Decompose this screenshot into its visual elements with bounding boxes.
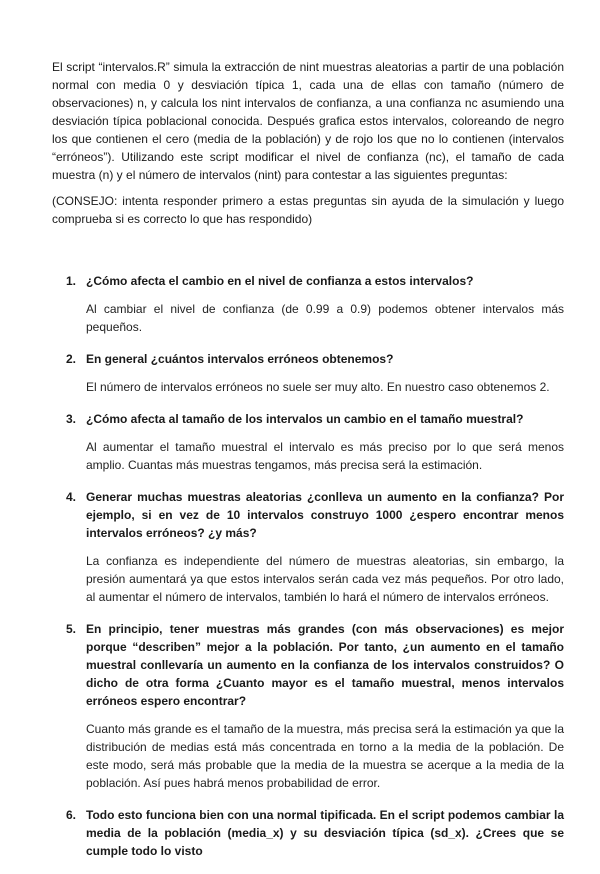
answer-text: Cuanto más grande es el tamaño de la muestra, más precisa será la estimación ya que la distribución de medias está más concentrada en torno a la media de la población. De este modo, será más probable que la media de la muestra se acerque a la media de la población. Así pues habrá menos probabilidad de error.	[86, 722, 564, 790]
question-list	[52, 272, 564, 860]
question-text: ¿Cómo afecta al tamaño de los intervalos un cambio en el tamaño muestral?	[86, 412, 524, 426]
document-page	[52, 58, 564, 874]
answer-text: Al cambiar el nivel de confianza (de 0.99 a 0.9) podemos obtener intervalos más pequeños.	[86, 302, 564, 334]
answer-text: Al aumentar el tamaño muestral el intervalo es más preciso por lo que será menos amplio. Cuantas más muestras tengamos, más precisa será la estimación.	[86, 440, 564, 472]
intro-paragraph: El script “intervalos.R” simula la extracción de nint muestras aleatorias a partir de una población normal con media 0 y desviación típica 1, cada una de ellas con tamaño (número de observaciones) n, y calcula los nint intervalos de confianza, a una confianza nc asumiendo una desviación típica poblacional conocida. Después grafica estos intervalos, coloreando de negro los que contienen el cero (media de la población) y de rojo los que no lo contienen (intervalos “erróneos”). Utilizando este script modificar el nivel de confianza (nc), el tamaño de cada muestra (n) y el número de intervalos (nint) para contestar a las siguientes preguntas:	[52, 60, 564, 182]
question-text: ¿Cómo afecta el cambio en el nivel de confianza a estos intervalos?	[86, 274, 474, 288]
question-number: 3.	[66, 412, 77, 426]
question-text: Todo esto funciona bien con una normal tipificada. En el script podemos cambiar la media de la población (media_x) y su desviación típica (sd_x). ¿Crees que se cumple todo lo visto	[86, 808, 564, 858]
question-text: En general ¿cuántos intervalos erróneos obtenemos?	[86, 352, 394, 366]
question-item-2	[52, 350, 564, 396]
question-item-5	[52, 620, 564, 792]
question-number: 4.	[66, 490, 77, 504]
question-number: 6.	[66, 808, 77, 822]
question-number: 5.	[66, 622, 77, 636]
question-text: Generar muchas muestras aleatorias ¿conlleva un aumento en la confianza? Por ejemplo, si en vez de 10 intervalos construyo 1000 ¿espero encontrar menos intervalos erróneos? ¿y más?	[86, 490, 564, 540]
question-text: En principio, tener muestras más grandes (con más observaciones) es mejor porque “describen” mejor a la población. Por tanto, ¿un aumento en el tamaño muestral conllevaría un aumento en la confianza de los intervalos construidos? O dicho de otra forma ¿Cuanto mayor es el tamaño muestral, menos intervalos erróneos espero encontrar?	[86, 622, 564, 708]
advice-paragraph: (CONSEJO: intenta responder primero a estas preguntas sin ayuda de la simulación y luego comprueba si es correcto lo que has respondido)	[52, 194, 564, 226]
question-item-4	[52, 488, 564, 606]
answer-text: La confianza es independiente del número de muestras aleatorias, sin embargo, la presión aumentará ya que estos intervalos serán cada vez más pequeños. Por otro lado, al aumentar el número de intervalos, también lo hará el número de intervalos erróneos.	[86, 554, 564, 604]
question-number: 2.	[66, 352, 77, 366]
question-item-1	[52, 272, 564, 336]
answer-text: El número de intervalos erróneos no suele ser muy alto. En nuestro caso obtenemos 2.	[86, 380, 550, 394]
question-number: 1.	[66, 274, 77, 288]
question-item-6	[52, 806, 564, 860]
question-item-3	[52, 410, 564, 474]
